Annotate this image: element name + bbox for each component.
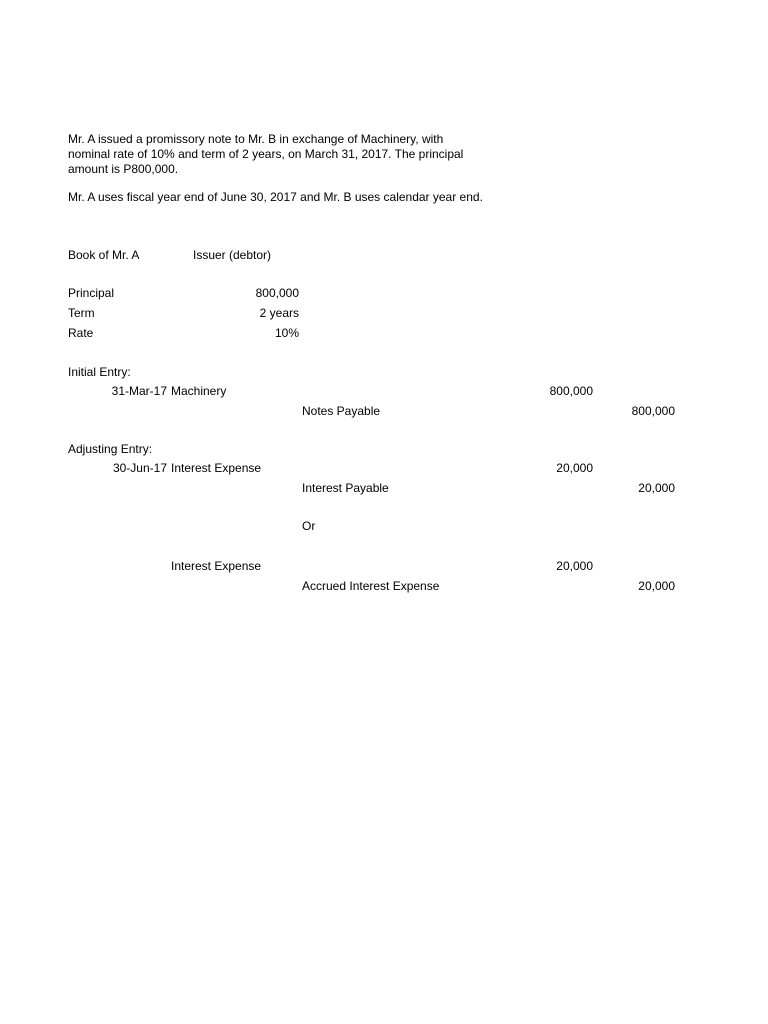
initial-entry-credit-amount: 800,000 (631, 404, 675, 418)
adjusting-entry-credit-amount: 20,000 (638, 481, 675, 495)
intro-line-2: nominal rate of 10% and term of 2 years, on March 31, 2017. The principal (68, 147, 464, 161)
term-label-term: Term (68, 306, 95, 320)
term-value-rate: 10% (274, 326, 299, 340)
alt-credit-account: Accrued Interest Expense (302, 579, 440, 593)
adjusting-entry-heading: Adjusting Entry: (68, 442, 153, 456)
book-label: Book of Mr. A (68, 248, 140, 262)
initial-entry-debit-amount: 800,000 (549, 384, 593, 398)
term-label-principal: Principal (68, 286, 115, 300)
book-role: Issuer (debtor) (193, 248, 272, 262)
term-value-principal: 800,000 (255, 286, 299, 300)
intro-line-1: Mr. A issued a promissory note to Mr. B in exchange of Machinery, with (68, 132, 444, 146)
initial-entry-heading: Initial Entry: (68, 365, 131, 379)
fiscal-note: Mr. A uses fiscal year end of June 30, 2017 and Mr. B uses calendar year end. (68, 190, 483, 204)
initial-entry-date: 31-Mar-17 (111, 384, 167, 398)
alt-debit-account: Interest Expense (171, 559, 262, 573)
term-value-term: 2 years (259, 306, 299, 320)
adjusting-entry-debit-amount: 20,000 (556, 461, 593, 475)
adjusting-entry-debit-account: Interest Expense (171, 461, 262, 475)
alt-credit-amount: 20,000 (638, 579, 675, 593)
initial-entry-debit-account: Machinery (171, 384, 227, 398)
adjusting-entry-credit-account: Interest Payable (302, 481, 389, 495)
alt-debit-amount: 20,000 (556, 559, 593, 573)
adjusting-entry-date: 30-Jun-17 (112, 461, 167, 475)
intro-line-3: amount is P800,000. (68, 162, 179, 176)
or-label: Or (302, 519, 316, 533)
initial-entry-credit-account: Notes Payable (302, 404, 381, 418)
term-label-rate: Rate (68, 326, 94, 340)
